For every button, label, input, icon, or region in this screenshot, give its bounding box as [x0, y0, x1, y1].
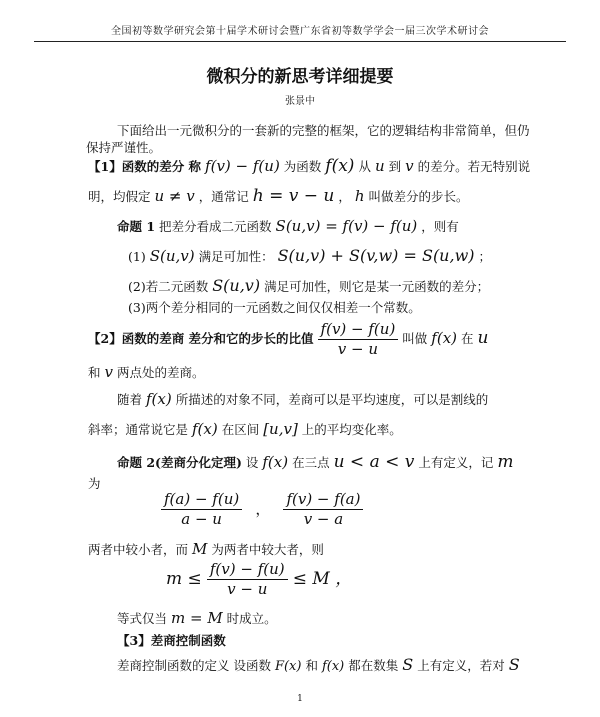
- p1-1-text: 满足可加性：: [198, 249, 274, 264]
- s2-math-2: u: [477, 328, 489, 348]
- s1-2-math-2: h = v − u: [252, 186, 335, 206]
- prop1-item-2: [128, 276, 489, 295]
- intro-line-1: 下面给出一元微积分的一套新的完整的框架，它的逻辑结构非常简单，但仍: [117, 123, 530, 138]
- s1-text-e: 的差分。若无特别说: [417, 159, 531, 174]
- s1-math-1: f(v) − f(u): [205, 157, 280, 175]
- prop2-line-3: [88, 540, 324, 558]
- section-2-line-2: [88, 363, 204, 381]
- s2-4-math-2: [u,v]: [263, 420, 298, 438]
- p2-3-text-a: 两者中较小者，而: [88, 542, 189, 557]
- ineq-frac-den: v − u: [227, 580, 268, 598]
- s3-text-a: 差商控制函数的定义 设函数: [117, 658, 271, 673]
- s1-2-text-a: 明，均假定: [88, 189, 151, 204]
- s3-math-3: S: [402, 655, 414, 674]
- fraction-separator: ，: [255, 500, 271, 518]
- p1-2-text-a: (2)若二元函数: [128, 279, 209, 294]
- section-1-line-1: [88, 156, 530, 176]
- prop1-math: S(u,v) = f(v) − f(u): [275, 217, 418, 235]
- section-3-title: 【3】差商控制函数: [117, 633, 226, 648]
- s2-text-a: 【2】函数的差商 差分和它的步长的比值: [88, 331, 314, 346]
- proposition-1: [117, 217, 459, 235]
- prop1-text-a: 把差分看成二元函数: [159, 219, 272, 234]
- s1-2-math-3: h: [354, 187, 365, 205]
- ineq-left: m ≤: [166, 569, 202, 589]
- page-number: 1: [297, 694, 303, 704]
- prop2-math-1: f(x): [262, 453, 289, 471]
- s2-text-b: 叫做: [402, 331, 428, 346]
- prop2-math-2: u < a < v: [333, 452, 415, 472]
- display-inequality: [166, 560, 352, 599]
- p2-4-math: m = M: [171, 609, 223, 627]
- s3-text-c: 都在数集: [348, 658, 399, 673]
- display-fractions: [161, 490, 363, 529]
- ineq-right: ≤ M ，: [292, 569, 353, 589]
- s3-math-2: f(x): [321, 659, 345, 674]
- p1-1-end: ；: [478, 249, 492, 264]
- prop2-label: 命题 2(差商分化定理): [117, 455, 242, 470]
- s1-math-3: u: [374, 157, 385, 175]
- s2-text-c: 在: [461, 331, 474, 346]
- s1-2-math-1: u ≠ v: [154, 187, 195, 205]
- proposition-2: [117, 452, 513, 472]
- p2-3-math: M: [192, 540, 208, 558]
- frac-right-den: v − a: [303, 510, 344, 528]
- prop2-text-b: 在三点: [292, 455, 330, 470]
- s1-2-text-b: ，通常记: [198, 189, 249, 204]
- prop2-line-4: [117, 609, 277, 627]
- s2-4-text-c: 上的平均变化率。: [301, 422, 402, 437]
- paper-title: 微积分的新思考详细提要: [206, 67, 394, 87]
- intro-line-2: 保持严谨性。: [86, 140, 162, 155]
- p1-2-text-b: 满足可加性，则它是某一元函数的差分；: [264, 279, 490, 294]
- p1-2-math: S(u,v): [212, 276, 261, 295]
- page-header: 全国初等数学研究会第十届学术研讨会暨广东省初等数学学会一届三次学术研讨会: [111, 26, 489, 37]
- p2-3-text-b: 为两者中较大者，则: [211, 542, 324, 557]
- section-3-line-1: [117, 655, 520, 674]
- s2-4-math-1: f(x): [192, 420, 218, 438]
- prop1-label: 命题 1: [117, 219, 156, 234]
- prop2-text-a: 设: [245, 455, 259, 470]
- s1-math-2: f(x): [325, 156, 355, 176]
- ineq-frac-num: f(v) − f(u): [207, 560, 288, 580]
- prop2-line-2: 为: [88, 476, 101, 491]
- s1-2-text-d: 叫做差分的步长。: [368, 189, 469, 204]
- prop1-text-b: ，则有: [421, 219, 459, 234]
- prop1-item-3: (3)两个差分相同的一元函数之间仅仅相差一个常数。: [128, 300, 421, 315]
- section-2-line-4: [88, 420, 402, 438]
- s2-3-text-b: 所描述的对象不同，差商可以是平均速度，可以是割线的: [175, 392, 489, 407]
- s2-frac-den: v − u: [337, 340, 379, 358]
- p1-1-math-b: S(u,v) + S(v,w) = S(u,w): [277, 246, 475, 265]
- frac-left-num: f(a) − f(u): [161, 490, 242, 510]
- s2-4-text-a: 斜率；通常说它是: [88, 422, 189, 437]
- s2-3-math: f(x): [146, 390, 172, 408]
- fraction-left: [161, 490, 242, 529]
- p2-4-text-b: 时成立。: [226, 611, 277, 626]
- s2-2-text-b: 两点处的差商。: [116, 365, 205, 380]
- section-2-line-3: [117, 390, 488, 408]
- fraction-right: [283, 490, 363, 529]
- s3-text-b: 和: [305, 658, 318, 673]
- p1-1-math-a: S(u,v): [149, 247, 195, 265]
- s2-2-text-a: 和: [88, 365, 101, 380]
- s2-4-text-b: 在区间: [221, 422, 260, 437]
- prop2-math-3: m: [497, 452, 514, 472]
- prop1-item-1: [128, 246, 491, 265]
- s2-2-math: v: [104, 363, 113, 381]
- section-2-line-1: [88, 320, 488, 359]
- s1-text-a: 【1】函数的差分 称: [88, 159, 202, 174]
- section-1-line-2: [88, 186, 469, 206]
- s1-text-b: 为函数: [283, 159, 322, 174]
- s2-3-text-a: 随着: [117, 392, 143, 407]
- author: 张景中: [285, 96, 315, 107]
- s3-math-1: F(x): [274, 659, 302, 674]
- s1-math-4: v: [405, 157, 414, 175]
- frac-right-num: f(v) − f(a): [283, 490, 363, 510]
- s1-text-d: 到: [388, 159, 402, 174]
- s1-text-c: 从: [358, 159, 371, 174]
- s1-2-text-c: ，: [338, 189, 351, 204]
- p1-1-num: (1): [128, 249, 146, 264]
- frac-left-den: a − u: [181, 510, 222, 528]
- s2-fraction: [318, 320, 399, 359]
- p2-4-text-a: 等式仅当: [117, 611, 168, 626]
- ineq-fraction: [207, 560, 288, 599]
- s3-math-4: S: [508, 655, 520, 674]
- s2-math-1: f(x): [431, 329, 458, 347]
- s2-frac-num: f(v) − f(u): [318, 320, 399, 340]
- s3-text-d: 上有定义，若对: [417, 658, 505, 673]
- prop2-text-c: 上有定义，记: [418, 455, 494, 470]
- header-rule: [34, 41, 566, 42]
